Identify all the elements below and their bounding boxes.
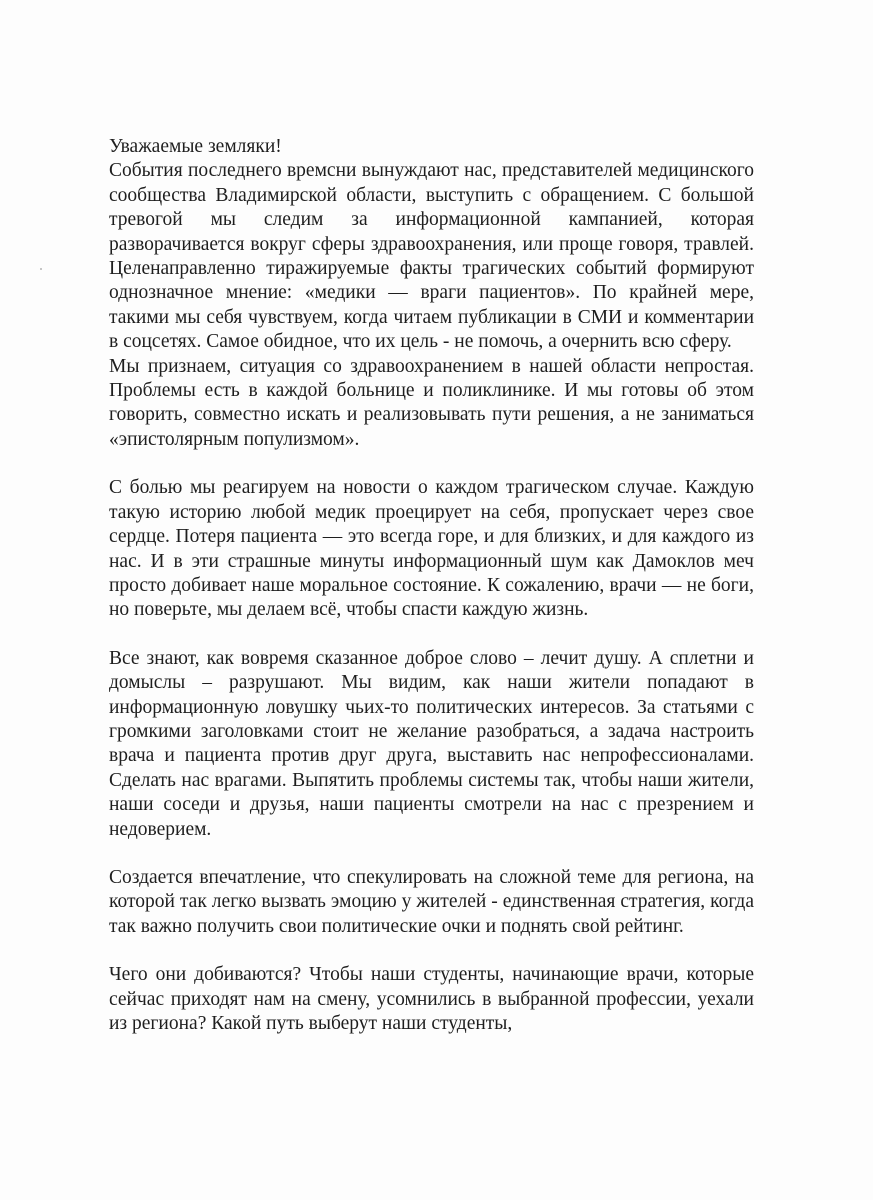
letter-body — [109, 135, 754, 1036]
paragraph-5: Создается впечатление, что спекулировать на сложной теме для региона, на которой так легко вызвать эмоцию у жителей - единственная стратегия, когда так важно получить свои политические очки и поднять свой рейтинг. — [109, 866, 754, 937]
paragraph-2: Мы признаем, ситуация со здравоохранением в нашей области непростая. Проблемы есть в каждой больнице и поликлинике. И мы готовы об этом говорить, совместно искать и реализовывать пути решения, а не заниматься «эпистолярным популизмом». — [109, 355, 754, 450]
paragraph-6: Чего они добиваются? Чтобы наши студенты, начинающие врачи, которые сейчас приходят нам на смену, усомнились в выбранной профессии, уехали из региона? Какой путь выберут наши студенты, — [109, 964, 754, 1034]
greeting: Уважаемые земляки! — [109, 136, 282, 157]
scan-speck — [40, 268, 42, 270]
paragraph-3: С болью мы реагируем на новости о каждом трагическом случае. Каждую такую историю любой медик проецирует на себя, пропускает через свое сердце. Потеря пациента — это всегда горе, и для близких, и для каждого из нас. И в эти страшные минуты информационный шум как Дамоклов меч просто добивает наше моральное состояние. К сожалению, врачи — не боги, но поверьте, мы делаем всё, чтобы спасти каждую жизнь. — [109, 477, 754, 621]
paragraph-4: Все знают, как вовремя сказанное доброе слово – лечит душу. А сплетни и домыслы – разрушают. Мы видим, как наши жители попадают в информационную ловушку чьих-то политических интересов. За статьями с громкими заголовками стоит не желание разобраться, а задача настроить врача и пациента против друг друга, выставить нас непрофессионалами. Сделать нас врагами. Выпятить проблемы системы так, чтобы наши жители, наши соседи и друзья, наши пациенты смотрели на нас с презрением и недоверием. — [109, 647, 754, 840]
paragraph-1: События последнего времсни вынуждают нас, представителей медицинского сообщества Владимирской области, выступить с обращением. С большой тревогой мы следим за информационной кампанией, которая разворачивается вокруг сферы здравоохранения, или проще говоря, травлей. Целенаправленно тиражируемые факты трагических событий формируют однозначное мнение: «медики — враги пациентов». По крайней мере, такими мы себя чувствуем, когда читаем публикации в СМИ и комментарии в соцсетях. Самое обидное, что их цель - не помочь, а очернить всю сферу. — [109, 160, 754, 353]
